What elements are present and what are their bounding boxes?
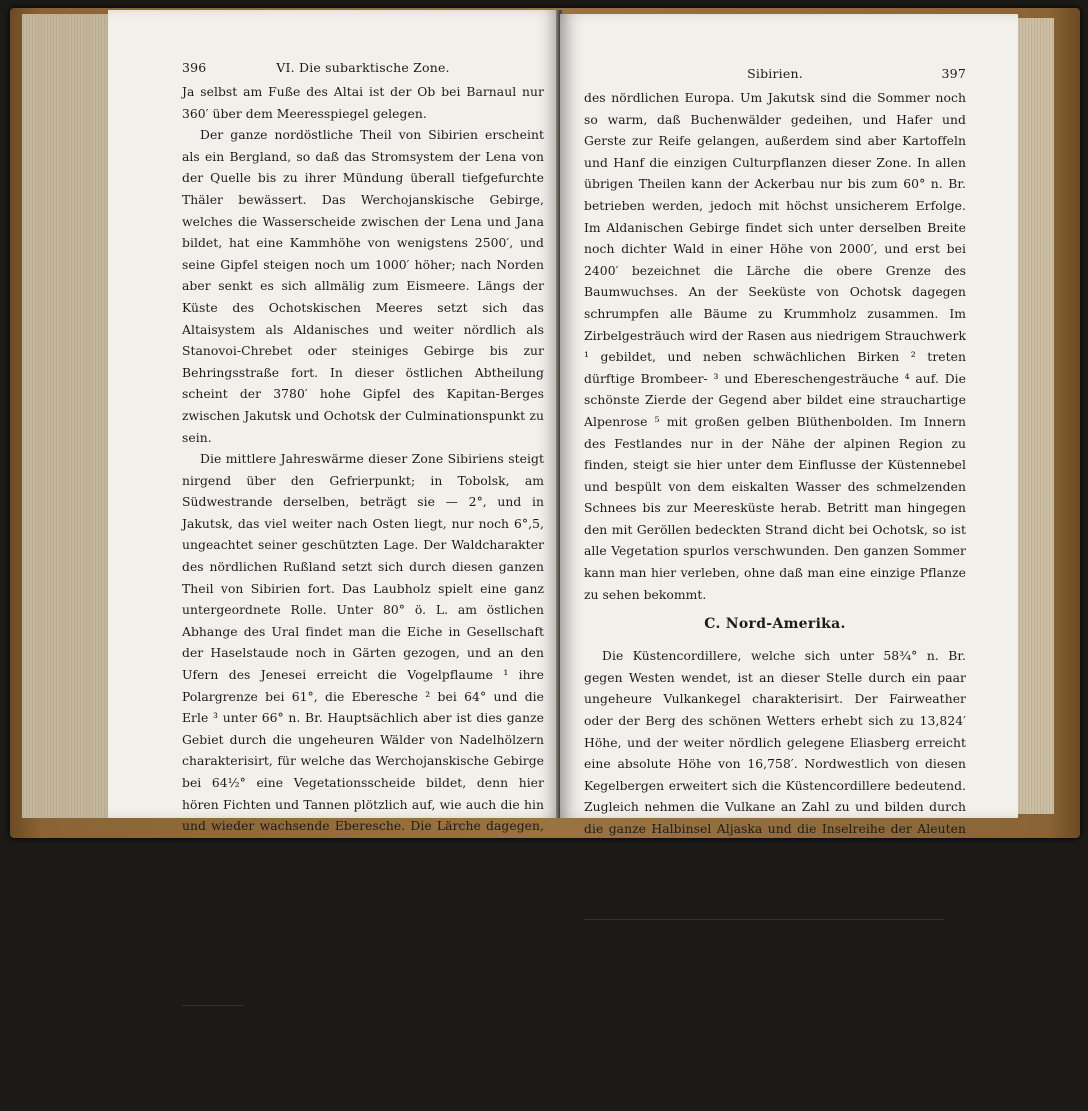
paragraph: des nördlichen Europa. Um Jakutsk sind die Sommer noch so warm, daß Buchenwälder gedeihen, und Hafer und Gerste zur Reife gelangen, außerdem sind aber Kartoffeln und Hanf die einzigen Culturpflanzen dieser Zone. In allen übrigen Theilen kann der Ackerbau nur bis zum 60° n. Br. betrieben werden, jedoch mit höchst unsicherem Erfolge. Im Aldanischen Gebirge findet sich unter derselben Breite noch dichter Wald in einer Höhe von 2000′, und erst bei 2400′ bezeichnet die Lärche die obere Grenze des Baumwuchses. An der Seeküste von Ochotsk dagegen schrumpfen alle Bäume zu Krummholz zusammen. Im Zirbelgesträuch wird der Rasen aus niedrigem Strauchwerk ¹ gebildet, und neben schwächlichen Birken ² treten dürftige Brombeer- ³ und Ebereschengesträuche ⁴ auf. Die schönste Zierde der Gegend aber bildet eine strauchartige Alpenrose ⁵ mit großen gelben Blüthenbolden. Im Innern des Festlandes nur in der Nähe der alpinen Region zu finden, steigt sie hier unter dem Einflusse der Küstennebel und bespült von dem eiskalten Wasser des schmelzenden Schnees bis zur Meeresküste herab. Betritt man hingegen den mit Geröllen bedeckten Strand dicht bei Ochotsk, so ist alle Vegetation spurlos verschwunden. Den ganzen Sommer kann man hier verleben, ohne daß man eine einzige Pflanze zu sehen bekommt. bbox=[584, 91, 966, 602]
footnote: tum vulgare, Trientalis europaea, Valeriana officinalis, Anemone sylvestris und narcissiflora, Antirrhinum Linaria, Euphrasia officinalis, Potentilla anserina, Galium boreale, Lysimachia thyrsiflora. bbox=[584, 930, 966, 975]
paragraph: Die mittlere Jahreswärme dieser Zone Sibiriens steigt nirgend über den Gefrierpunkt; in Tobolsk, am Südwestrande derselben, beträgt sie — 2°, und in Jakutsk, das viel weiter nach Osten liegt, nur noch 6°,5, ungeachtet seiner geschützten Lage. Der Waldcharakter des nördlichen Rußland setzt sich durch diesen ganzen Theil von Sibirien fort. Das Laubholz spielt eine ganz untergeordnete Rolle. Unter 80° ö. L. am östlichen Abhange des Ural findet man die Eiche in Gesellschaft der Haselstaude noch in Gärten gezogen, und an den Ufern des Jenesei erreicht die Vogelpflaume ¹ ihre Polargrenze bei 61°, die Eberesche ² bei 64° und die Erle ³ unter 66° n. Br. Hauptsächlich aber ist dies ganze Gebiet durch die ungeheuren Wälder von Nadelhölzern charakterisirt, für welche das Werchojanskische Gebirge bei 64½° eine Vegetationsscheide bildet, denn hier hören Fichten und Tannen plötzlich auf, wie auch die hin und wieder wachsende Eberesche. Die Lärche dagegen, so wie Pappeln, Birken und Weiden finden sich noch bis 68° n. Br. Zwischen Jakutsk und Ochotsk bestehen die Wälder vorzugsweise aus Zirbelfichten, Lärchen und Tannen, denen sich eine Platane ⁴, Pappeln ⁵ und Birkengesträuche ⁶ zugesellen. Heidelbeeren ⁷ und Alpengesträuche ⁸ überziehen den Boden, und eine Menge von Kräutern ⁹ erinnern an die Flora bbox=[182, 452, 544, 985]
left-page bbox=[108, 10, 560, 1109]
left-page-stack-edge bbox=[22, 14, 108, 818]
paragraph: Der ganze nordöstliche Theil von Sibirien erscheint als ein Bergland, so daß das Stromsystem der Lena von der Quelle bis zu ihrer Mündung überall tiefgefurchte Thäler bewässert. Das Werchojanskische Gebirge, welches die Wasserscheide zwischen der Lena und Jana bildet, hat eine Kammhöhe von wenigstens 2500′, und seine Gipfel steigen noch um 1000′ höher; nach Norden aber senkt es sich allmälig zum Eismeere. Längs der Küste des Ochotskischen Meeres setzt sich das Altaisystem als Aldanisches und weiter nördlich als Stanovoi-Chrebet oder steiniges Gebirge bis zur Behringsstraße fort. In dieser östlichen Abtheilung scheint der 3780′ hohe Gipfel des Kapitan-Berges zwischen Jakutsk und Ochotsk der Culminationspunkt zu sein. bbox=[182, 128, 544, 445]
right-footnotes bbox=[584, 928, 966, 1025]
page-number: 396 bbox=[182, 60, 207, 75]
right-page-header bbox=[584, 66, 966, 88]
footnote: ¹ Andromeda lycopodioides, Azalea procumbens, Diapensia. ² Betula alba und nana. ³ Rubus arcticus. ⁴ Sorbus sambucifolia. ⁵ Rhododendron chrysanthum. bbox=[584, 978, 966, 1024]
footnote-rule bbox=[584, 919, 944, 920]
paragraph: Die Küstencordillere, welche sich unter 58¾° n. Br. gegen Westen wendet, ist an dieser Stelle durch ein paar ungeheure Vulkankegel charakterisirt. Der Fairweather oder der Berg des schönen Wetters erhebt sich zu 13,824′ Höhe, und der weiter nördlich gelegene Eliasberg erreicht eine absolute Höhe von 16,758′. Nordwestlich von diesen Kegelbergen erweitert sich die Küstencordillere bedeutend. Zugleich nehmen die Vulkane an Zahl zu und bilden durch die ganze Halbinsel Aljaska und die Inselreihe der Aleuten eine gewaltige Reihe fortwährend brennender Feuerberge, die erst an der Ostküste von Kamtschatka ihr Ende erreicht, wo der 14,800′ hohe Kljutschewsker den bbox=[584, 649, 966, 901]
right-page-stack-edge bbox=[1018, 18, 1054, 814]
left-page-body bbox=[182, 82, 544, 989]
right-page-body bbox=[584, 88, 966, 905]
page-number: 397 bbox=[941, 66, 966, 81]
running-head: VI. Die subarktische Zone. bbox=[276, 60, 450, 75]
footnote-rule bbox=[182, 1005, 244, 1006]
running-head: Sibirien. bbox=[747, 66, 803, 81]
left-page-header bbox=[182, 60, 544, 82]
paragraph: Ja selbst am Fuße des Altai ist der Ob bei Barnaul nur 360′ über dem Meeresspiegel gelegen. bbox=[182, 85, 544, 121]
left-footnotes bbox=[182, 1014, 544, 1111]
right-page bbox=[560, 14, 1018, 1024]
section-heading: C. Nord-Amerika. bbox=[704, 616, 846, 633]
footnote: ¹ Prunus Padus. ² Sorbus Aucuparia. ³ Alnus incana. ⁴ Platanus orientalis. ⁵ Populus alba und balsamica. ⁶ Betula Alnus, fruticosa und nana. ⁷ Vaccinium Vitis Idaea, uliginosum, Andromeda polifolia, Arbutus Uva ursi. ⁸ Rhododendron tauricum und Chrysanthum. ⁹ Pyrola, Stachys palustris und sylvatica, Scutellaria galericulata, Sanguisorba officinalis, Tanace- bbox=[182, 1015, 544, 1109]
